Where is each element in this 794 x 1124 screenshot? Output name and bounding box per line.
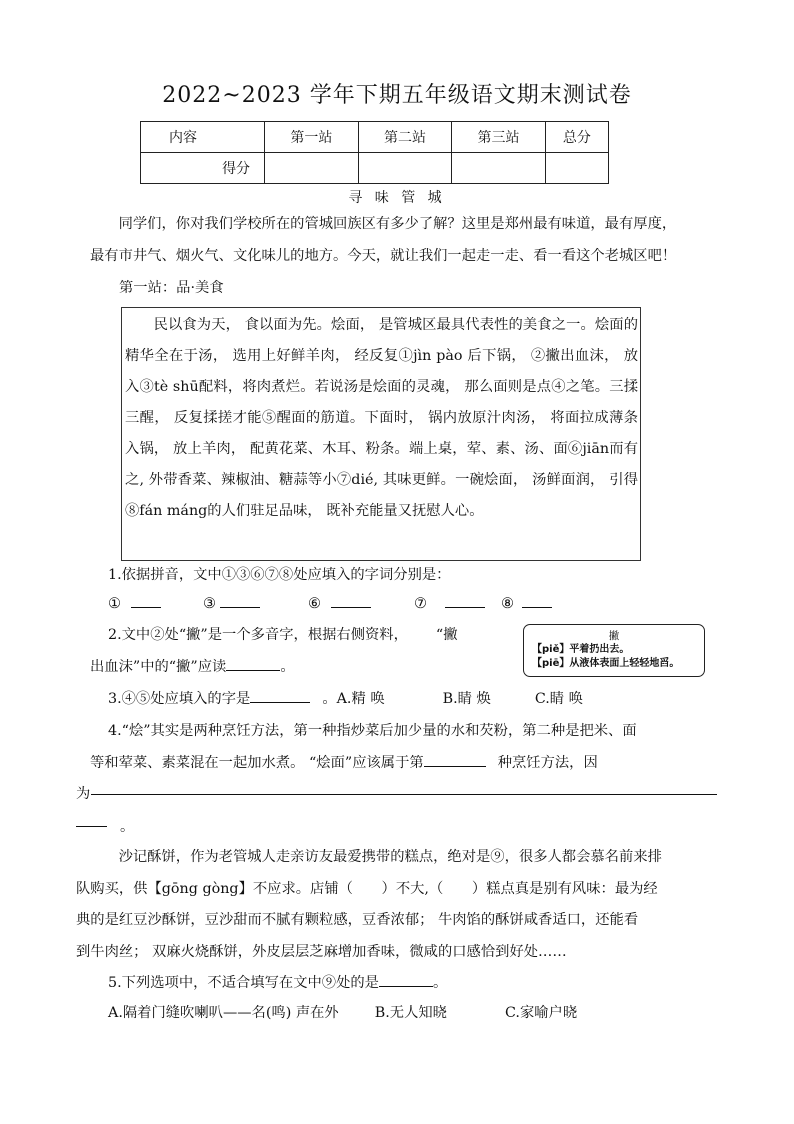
question-1: 1.依据拼音，文中①③⑥⑦⑧处应填入的字词分别是： bbox=[108, 567, 451, 583]
question-4-end: 。 bbox=[120, 819, 135, 835]
dictionary-headword: 撇 bbox=[608, 630, 620, 642]
question-4-line-2 bbox=[90, 748, 730, 779]
score-cell-station2[interactable] bbox=[358, 153, 452, 184]
score-cell-station3[interactable] bbox=[452, 153, 546, 184]
score-cell-total[interactable] bbox=[545, 153, 608, 184]
question-5 bbox=[108, 968, 728, 999]
answer-blank-1[interactable] bbox=[131, 592, 161, 608]
question-5-option-b[interactable]: B.无人知晓 bbox=[374, 1005, 447, 1021]
question-3-end: 。 bbox=[322, 691, 337, 707]
question-5-end: 。 bbox=[432, 975, 448, 991]
question-2-line1: 2.文中②处“撇”是一个多音字，根据右侧资料， bbox=[108, 627, 408, 643]
question-3-option-a[interactable]: A.精 唤 bbox=[336, 691, 385, 707]
score-header-station1: 第一站 bbox=[265, 122, 359, 153]
question-3-option-b[interactable]: B.睛 焕 bbox=[442, 691, 491, 707]
score-header-station2: 第二站 bbox=[358, 122, 452, 153]
score-row-label: 得分 bbox=[141, 153, 265, 184]
answer-marker-1: ① bbox=[108, 596, 121, 612]
question-4-text-a: 等和荤菜、素菜混在一起加水煮。 “烩面”应该属于第 bbox=[90, 755, 424, 771]
question-3-option-c[interactable]: C.睛 唤 bbox=[534, 691, 583, 707]
dictionary-entry-pie3: 【piě】平着扔出去。 bbox=[532, 644, 630, 655]
station-1-heading: 第一站：品·美食 bbox=[119, 280, 224, 296]
question-4-answer-line-end[interactable] bbox=[76, 826, 107, 827]
intro-line-1: 同学们，你对我们学校所在的管城回族区有多少了解？这里是郑州最有味道，最有厚度， bbox=[118, 216, 677, 232]
score-table bbox=[140, 121, 609, 184]
score-header-total: 总分 bbox=[545, 122, 608, 153]
paragraph-2-line-4: 到牛肉丝； 双麻火烧酥饼，外皮层层芝麻增加香味，微咸的口感恰到好处…… bbox=[76, 944, 567, 960]
answer-marker-8: ⑧ bbox=[501, 596, 514, 612]
question-5-text: 5.下列选项中，不适合填写在文中⑨处的是 bbox=[108, 975, 379, 991]
score-cell-station1[interactable] bbox=[265, 153, 359, 184]
paragraph-2-line-3: 典的是红豆沙酥饼，豆沙甜而不腻有颗粒感，豆香浓郁； 牛肉馅的酥饼咸香适口，还能看 bbox=[76, 912, 639, 928]
reading-passage: 民以食为天， 食以面为先。烩面， 是管城区最具代表性的美食之一。烩面的精华全在于汤， 选用上好鲜羊肉， 经反复①jìn pào 后下锅， ②撇出血沫， 放入③tè shū配料，将肉煮烂。若说汤是烩面的灵魂， 那么面则是点④之笔。三揉三醒， 反复揉搓才能⑤醒面的筋道。下面时， 锅内放原汁肉汤， 将面拉成薄条入锅， 放上羊肉， 配黄花菜、木耳、粉条。端上桌，荤、素、汤、面⑥jiān而有之, 外带香菜、辣椒油、糖蒜等小⑦dié, 其味更鲜。一碗烩面， 汤鲜面润， 引得⑧fán máng的人们驻足品味， 既补充能量又抚慰人心。 bbox=[121, 307, 641, 561]
paragraph-2-line-2: 队购买，供【gōng gòng】不应求。店铺（ ）不大,（ ）糕点真是别有风味：最为经 bbox=[76, 881, 658, 897]
question-4-text-b: 种烹饪方法，因 bbox=[497, 755, 598, 771]
question-2 bbox=[108, 620, 528, 651]
intro-line-2: 最有市井气、烟火气、文化味儿的地方。今天，就让我们一起走一走、看一看这个老城区吧！ bbox=[90, 248, 677, 264]
question-4-answer-line[interactable] bbox=[91, 794, 717, 795]
question-1-answer-row bbox=[108, 592, 708, 616]
dictionary-entry-pie1: 【piē】从液体表面上轻轻地舀。 bbox=[532, 658, 680, 669]
dictionary-note bbox=[523, 624, 705, 677]
question-2-line2: 出血沫”中的“撇”应读 bbox=[90, 659, 227, 675]
question-4-line-3: 为 bbox=[76, 786, 91, 802]
score-header-content: 内容 bbox=[141, 122, 265, 153]
paragraph-2-line-1: 沙记酥饼，作为老管城人走亲访友最爱携带的糕点，绝对是⑨，很多人都会慕名前来排 bbox=[118, 849, 662, 865]
score-header-station3: 第三站 bbox=[452, 122, 546, 153]
question-2-continued bbox=[90, 652, 510, 683]
answer-blank-7[interactable] bbox=[445, 592, 485, 608]
question-5-options bbox=[108, 998, 728, 1029]
question-2-blank[interactable] bbox=[226, 655, 280, 671]
page-title: 2022~2023 学年下期五年级语文期末测试卷 bbox=[162, 83, 632, 108]
question-2-line1-end: “撇 bbox=[435, 627, 458, 643]
answer-marker-6: ⑥ bbox=[308, 596, 321, 612]
question-3-blank[interactable] bbox=[250, 687, 310, 703]
question-5-option-c[interactable]: C.家喻户晓 bbox=[504, 1005, 578, 1021]
question-3-text: 3.④⑤处应填入的字是 bbox=[108, 691, 251, 707]
question-5-option-a[interactable]: A.隔着门缝吹喇叭——名(鸣) 声在外 bbox=[108, 1005, 339, 1021]
question-5-blank[interactable] bbox=[379, 971, 433, 987]
score-table-score-row bbox=[141, 153, 609, 184]
question-4-blank-method[interactable] bbox=[424, 751, 486, 767]
score-table-header-row bbox=[141, 122, 609, 153]
answer-marker-7: ⑦ bbox=[414, 596, 427, 612]
answer-blank-6[interactable] bbox=[331, 592, 371, 608]
answer-blank-3[interactable] bbox=[220, 592, 260, 608]
answer-blank-8[interactable] bbox=[522, 592, 552, 608]
question-3 bbox=[108, 684, 748, 715]
question-2-line2-end: 。 bbox=[280, 659, 295, 675]
section-subtitle: 寻 味 管 城 bbox=[348, 190, 446, 206]
answer-marker-3: ③ bbox=[203, 596, 216, 612]
question-4-line-1: 4.“烩”其实是两种烹饪方法，第一种指炒菜后加少量的水和芡粉，第二种是把米、面 bbox=[108, 723, 637, 739]
